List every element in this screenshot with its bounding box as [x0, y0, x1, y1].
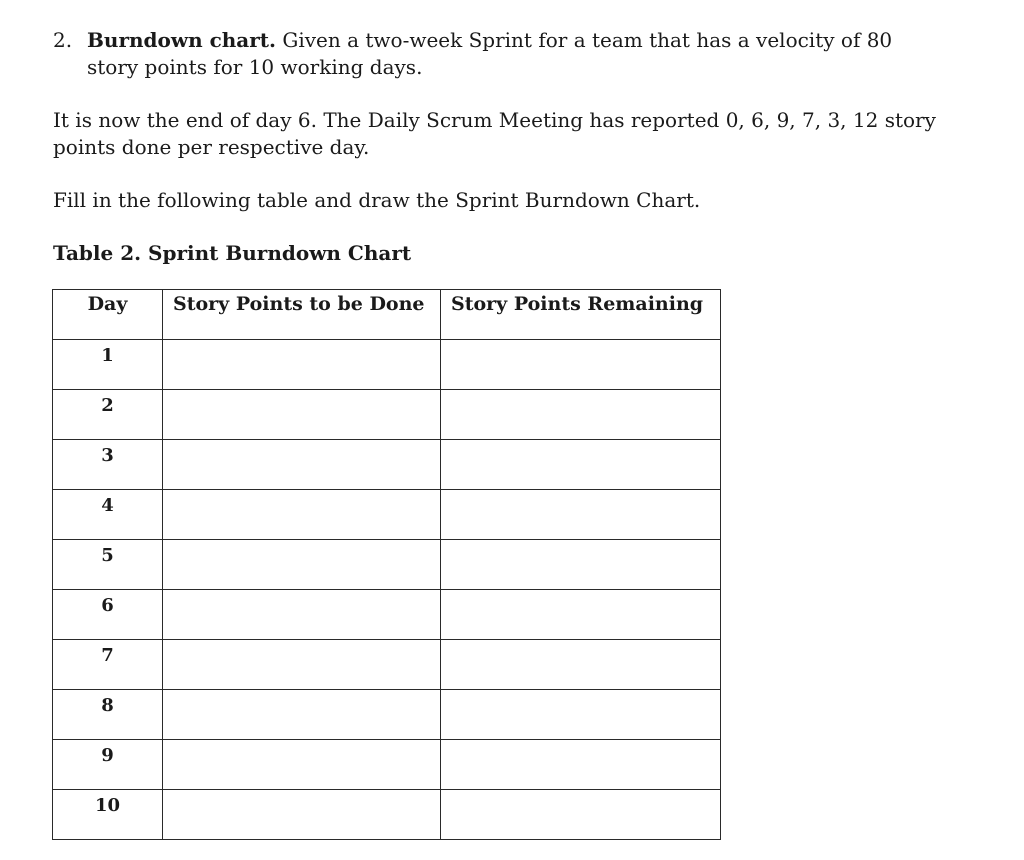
- to-be-done-cell[interactable]: [163, 340, 441, 390]
- day-cell: 3: [53, 440, 163, 490]
- remaining-cell[interactable]: [441, 340, 721, 390]
- remaining-cell[interactable]: [441, 790, 721, 840]
- remaining-cell[interactable]: [441, 490, 721, 540]
- remaining-cell[interactable]: [441, 540, 721, 590]
- day-cell: 8: [53, 690, 163, 740]
- remaining-cell[interactable]: [441, 590, 721, 640]
- question-number: 2.: [53, 28, 73, 52]
- remaining-cell[interactable]: [441, 740, 721, 790]
- day-cell: 2: [53, 390, 163, 440]
- table-row: [53, 540, 721, 590]
- table-caption: Table 2. Sprint Burndown Chart: [53, 241, 412, 265]
- remaining-cell[interactable]: [441, 690, 721, 740]
- day-cell: 7: [53, 640, 163, 690]
- table-row: [53, 740, 721, 790]
- burndown-table: [52, 289, 721, 840]
- instruction-paragraph: Fill in the following table and draw the Sprint Burndown Chart.: [53, 188, 701, 212]
- table-row: [53, 640, 721, 690]
- day-cell: 9: [53, 740, 163, 790]
- remaining-cell[interactable]: [441, 390, 721, 440]
- table-row: [53, 440, 721, 490]
- day-cell: 10: [53, 790, 163, 840]
- to-be-done-cell[interactable]: [163, 740, 441, 790]
- day-cell: 4: [53, 490, 163, 540]
- to-be-done-cell[interactable]: [163, 490, 441, 540]
- status-paragraph: It is now the end of day 6. The Daily Scrum Meeting has reported 0, 6, 9, 7, 3, 12 story points done per respective day.: [53, 108, 936, 159]
- table-row: [53, 790, 721, 840]
- to-be-done-cell[interactable]: [163, 790, 441, 840]
- to-be-done-cell[interactable]: [163, 640, 441, 690]
- question-block: [53, 27, 933, 81]
- to-be-done-cell[interactable]: [163, 590, 441, 640]
- day-cell: 1: [53, 340, 163, 390]
- question-body: Given a two-week Sprint for a team that has a velocity of 80 story points for 10 working days.: [87, 28, 893, 79]
- day-cell: 5: [53, 540, 163, 590]
- header-story-points-remaining: Story Points Remaining: [441, 290, 721, 340]
- table-row: [53, 340, 721, 390]
- table-row: [53, 390, 721, 440]
- table-row: [53, 690, 721, 740]
- to-be-done-cell[interactable]: [163, 440, 441, 490]
- question-text: [87, 27, 933, 81]
- table-row: [53, 590, 721, 640]
- question-heading: Burndown chart.: [87, 28, 276, 52]
- to-be-done-cell[interactable]: [163, 540, 441, 590]
- remaining-cell[interactable]: [441, 640, 721, 690]
- header-story-points-to-be-done: Story Points to be Done: [163, 290, 441, 340]
- remaining-cell[interactable]: [441, 440, 721, 490]
- to-be-done-cell[interactable]: [163, 690, 441, 740]
- header-day: Day: [53, 290, 163, 340]
- to-be-done-cell[interactable]: [163, 390, 441, 440]
- table-header-row: [53, 290, 721, 340]
- day-cell: 6: [53, 590, 163, 640]
- table-row: [53, 490, 721, 540]
